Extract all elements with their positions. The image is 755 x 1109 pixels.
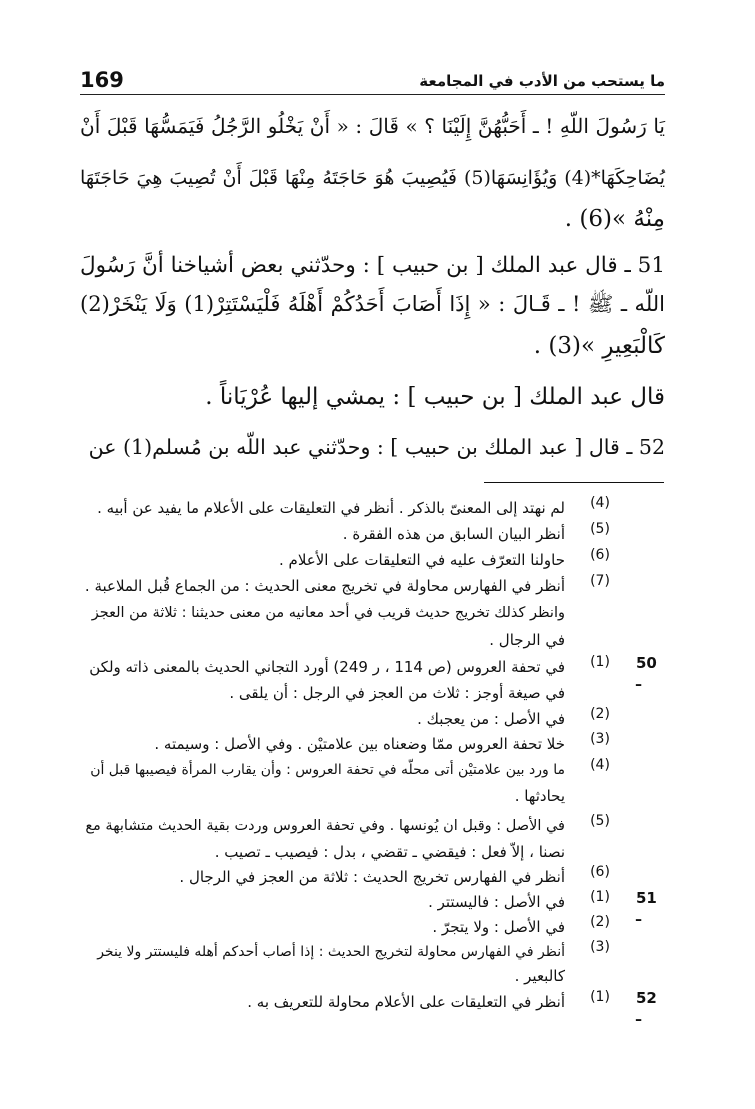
footnote-row [0, 989, 755, 1025]
footnote-row [0, 757, 755, 783]
footnote-index: (1) [590, 654, 610, 670]
footnote-index: (3) [590, 939, 610, 955]
footnote-group: 52 ـ [636, 989, 657, 1025]
footnote-text: ما ورد بين علامتيْن أتى محلّه في تحفة العروس : وأن يقارب المرأة فيصيبها قبل أن [90, 762, 565, 778]
running-title: ما يستحب من الأدب في المجامعة [419, 72, 665, 90]
footnote-index: (2) [590, 914, 610, 930]
footnote-text: يحادثها . [514, 787, 565, 805]
footnote-group: 50 ـ [636, 654, 657, 690]
footnote-text: وانظر كذلك تخريج حديث قريب في أحد معانيه من معنى حديثنا : ثلاثة من العجز [91, 605, 565, 621]
footnote-text: أنظر في الفهارس محاولة لتخريج الحديث : إذا أصاب أحدكم أهله فليستتر ولا ينخر [97, 944, 565, 960]
footnote-row [0, 521, 755, 547]
footnote-text: أنظر البيان السابق من هذه الفقرة . [342, 525, 565, 543]
main-text-line: يُضَاحِكَهَا*(4) وَيُؤَانِسَهَا(5) فَيُصِيبَ هُوَ حَاجَتَهُ مِنْهَا قَبْلَ أَنْ تُصِيبَ هِيَ حَاجَتَهَا [80, 167, 665, 189]
footnote-text: أنظر في التعليقات على الأعلام محاولة للتعريف به . [247, 993, 565, 1011]
main-text-line: 51 ـ قال عبد الملك [ بن حبيب ] : وحدّثني بعض أشياخنا أنَّ رَسُولَ [80, 253, 665, 278]
footnote-text: أنظر في الفهارس محاولة في تخريج معنى الحديث : من الجماع قُبل الملاعبة . [84, 577, 565, 595]
main-text-line: يَا رَسُولَ اللّهِ ! ـ أَحَبُّهُنَّ إِلَيْنَا ؟ » قَالَ : « أَنْ يَخْلُو الرَّجُلُ فَيَمَسُّهَا قَبْلَ أَنْ [80, 114, 665, 138]
footnote-text: في الأصل : وقبل ان يُونسها . وفي تحفة العروس وردت بقية الحديث متشابهة مع [85, 818, 565, 834]
footnote-row [0, 706, 755, 732]
footnote-text: نصنا ، إلاّ فعل : فيقضي ـ تقضي ، بدل : فيصيب ـ تصيب . [214, 843, 565, 861]
footnote-index: (5) [590, 521, 610, 537]
footnote-text: خلا تحفة العروس ممّا وضعناه بين علامتيْن . وفي الأصل : وسيمته . [154, 735, 565, 753]
footnote-row [0, 600, 755, 626]
footnote-index: (5) [590, 813, 610, 829]
footnote-index: (4) [590, 495, 610, 511]
footnote-row [0, 731, 755, 757]
footnote-text: أنظر في الفهارس تخريج الحديث : ثلاثة من العجز في الرجال . [179, 868, 565, 886]
footnote-text: في الرجال . [489, 631, 565, 649]
footnote-text: حاولنا التعرّف عليه في التعليقات على الأعلام . [279, 551, 565, 569]
footnote-row [0, 939, 755, 965]
footnote-index: (7) [590, 573, 610, 589]
footnote-row [0, 864, 755, 890]
footnote-index: (3) [590, 731, 610, 747]
footnote-row [0, 914, 755, 940]
footnote-row [0, 573, 755, 599]
footnote-text: لم نهتد إلى المعنىّ بالذكر . أنظر في التعليقات على الأعلام ما يفيد عن أبيه . [97, 499, 565, 517]
footnote-index: (6) [590, 547, 610, 563]
footnote-row [0, 839, 755, 865]
footnote-text: كالبعير . [514, 967, 565, 985]
footnote-index: (1) [590, 989, 610, 1005]
page-number: 169 [80, 68, 124, 92]
footnote-index: (6) [590, 864, 610, 880]
footnote-row [0, 783, 755, 809]
footnote-row [0, 654, 755, 690]
footnote-text: في الأصل : ولا يتجرّ . [432, 918, 565, 936]
footnote-row [0, 889, 755, 925]
main-text-line: مِنْهُ »(6) . [564, 206, 665, 232]
footnote-row [0, 547, 755, 573]
footnote-row [0, 680, 755, 706]
main-text-line: اللّه ـ ﷺ ! ـ قَـالَ : « إِذَا أَصَابَ أَحَدُكُمْ أَهْلَهُ فَلْيَسْتَتِرْ(1) وَلَا يَنْخَرْ(2) [80, 292, 665, 316]
main-text-line: 52 ـ قال [ عبد الملك بن حبيب ] : وحدّثني عبد اللّه بن مُسلم(1) عن [88, 435, 665, 459]
footnote-text: في صيغة أوجز : ثلاث من العجز في الرجل : أن يلقى . [229, 684, 565, 702]
main-text-line: كَالْبَعِيرِ »(3) . [533, 333, 665, 359]
main-text-line: قال عبد الملك [ بن حبيب ] : يمشي إليها عُرْيَاناً . [205, 384, 665, 410]
footnote-index: (1) [590, 889, 610, 905]
footnote-row [0, 813, 755, 839]
footnote-row [0, 495, 755, 521]
footnote-text: في الأصل : فاليستتر . [428, 893, 565, 911]
footnote-text: في الأصل : من يعجبك . [417, 710, 565, 728]
footnote-separator [484, 482, 664, 483]
footnote-group: 51 ـ [636, 889, 657, 925]
footnote-row [0, 963, 755, 989]
footnote-text: في تحفة العروس (ص 114 ، ر 249) أورد التجاني الحديث بالمعنى ذاته ولكن [89, 658, 565, 676]
footnote-index: (2) [590, 706, 610, 722]
footnote-index: (4) [590, 757, 610, 773]
page-header [80, 64, 665, 95]
footnote-row [0, 627, 755, 653]
